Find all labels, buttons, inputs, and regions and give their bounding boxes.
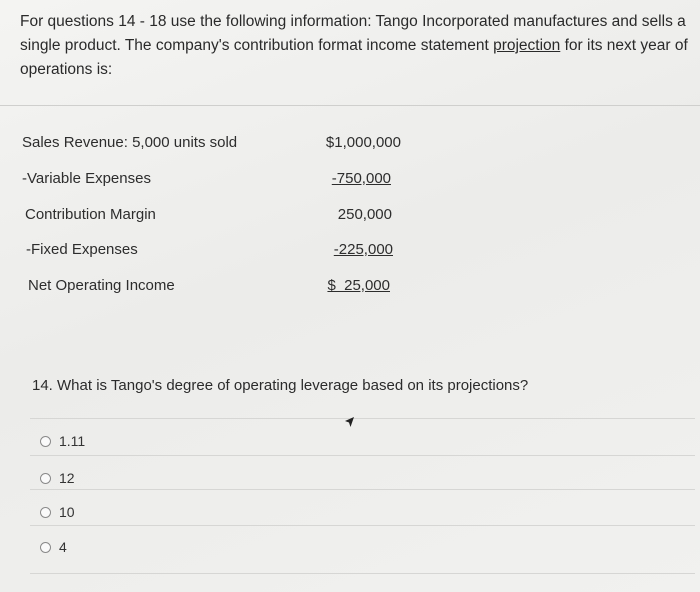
radio-button-icon[interactable] xyxy=(40,507,51,518)
mouse-cursor-icon xyxy=(344,416,356,430)
option-3[interactable] xyxy=(40,502,75,522)
option-label: 10 xyxy=(59,504,75,520)
intro-text xyxy=(20,10,695,82)
intro-part-2: for its next year of operations is: xyxy=(20,37,688,78)
question-separator xyxy=(30,418,695,419)
option-separator xyxy=(30,489,695,490)
option-1[interactable] xyxy=(40,431,85,451)
option-2[interactable] xyxy=(40,468,75,488)
option-label: 4 xyxy=(59,539,67,555)
statement-label-fixed-expenses: -Fixed Expenses xyxy=(26,241,138,258)
option-label: 12 xyxy=(59,470,75,486)
radio-button-icon[interactable] xyxy=(40,542,51,553)
option-separator xyxy=(30,525,695,526)
statement-label-contribution-margin: Contribution Margin xyxy=(25,206,156,223)
statement-label-net-operating-income: Net Operating Income xyxy=(28,277,175,294)
option-4[interactable] xyxy=(40,537,67,557)
statement-label-sales: Sales Revenue: 5,000 units sold xyxy=(22,134,238,151)
question-text: 14. What is Tango's degree of operating leverage based on its projections? xyxy=(32,377,529,394)
radio-button-icon[interactable] xyxy=(40,436,51,447)
statement-value-fixed-expenses: -225,000 xyxy=(333,241,393,258)
statement-label-variable-expenses: -Variable Expenses xyxy=(22,170,151,187)
radio-button-icon[interactable] xyxy=(40,473,51,484)
top-divider xyxy=(0,105,700,106)
intro-part-1: For questions 14 - 18 use the following information: Tango Incorporated manufactures and sells a single product. The company's contribution format income statement xyxy=(20,13,686,54)
option-separator xyxy=(30,573,695,574)
statement-value-variable-expenses: -750,000 xyxy=(331,170,391,187)
intro-underlined-word: projection xyxy=(493,37,561,54)
option-separator xyxy=(30,455,695,456)
statement-value-sales: $1,000,000 xyxy=(325,134,401,151)
statement-value-contribution-margin: 250,000 xyxy=(337,206,392,223)
statement-value-net-operating-income: $ 25,000 xyxy=(327,277,390,294)
option-label: 1.11 xyxy=(59,433,86,449)
